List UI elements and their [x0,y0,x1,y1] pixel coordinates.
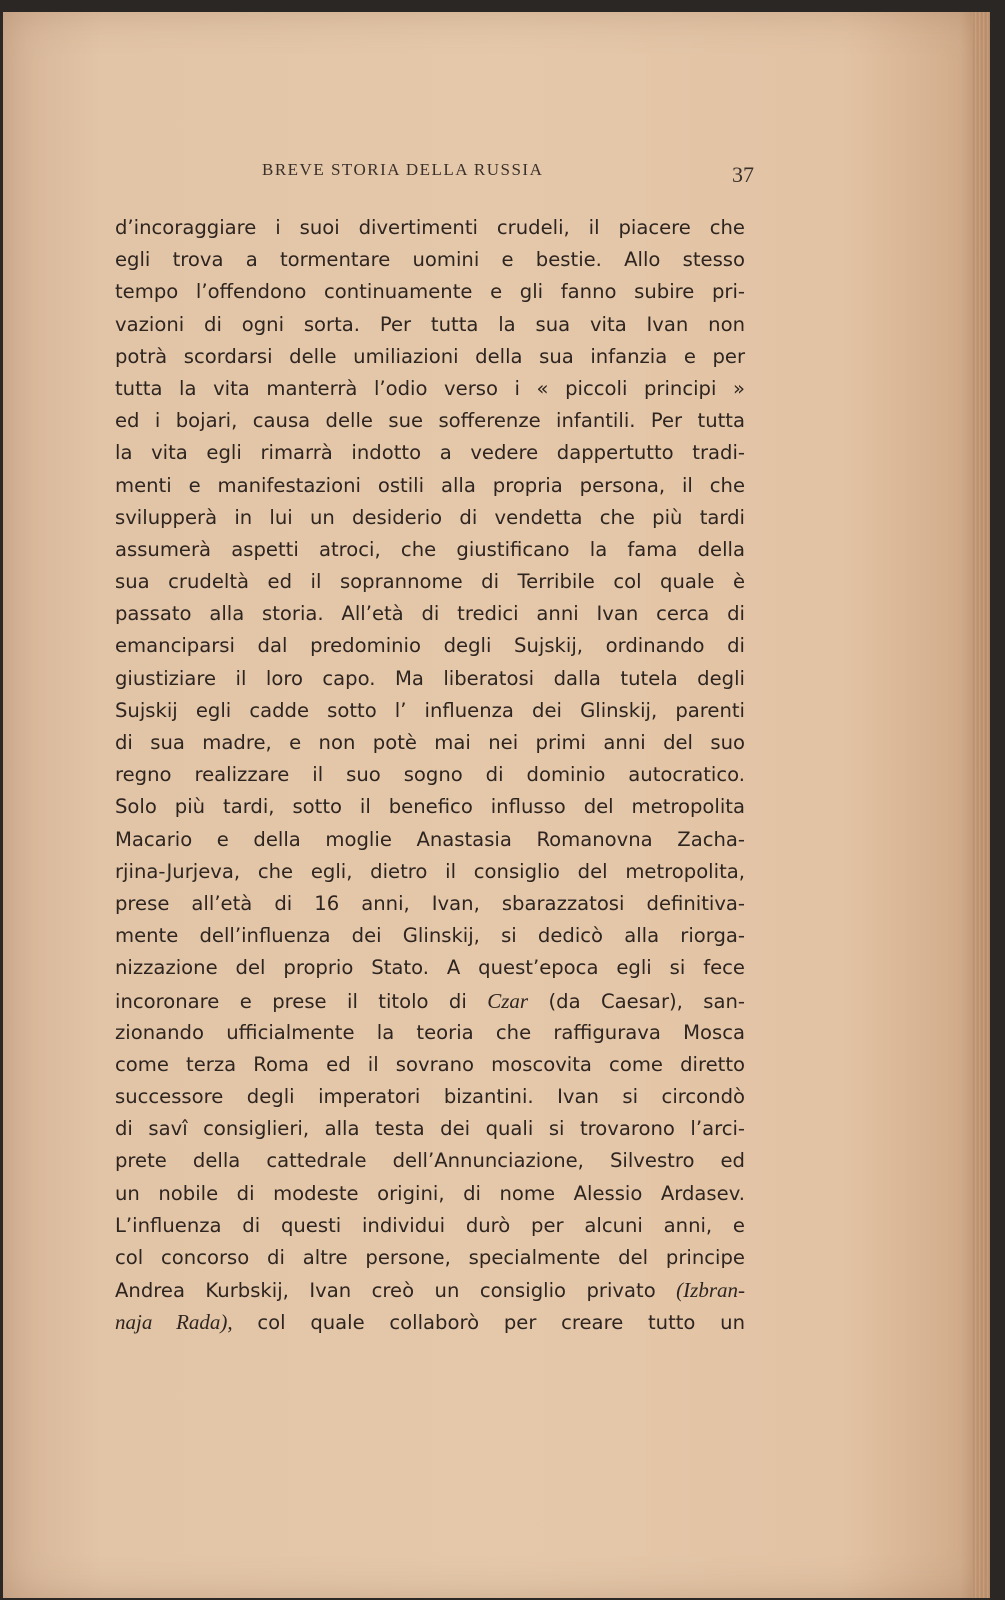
text-line: ed i bojari, causa delle sue sofferenze infantili. Per tutta [115,409,745,433]
text-line: tempo l’offendono continuamente e gli fanno subire pri- [115,280,745,304]
text-line: prese all’età di 16 anni, Ivan, sbarazzatosi definitiva- [115,891,745,915]
text-line: menti e manifestazioni ostili alla propria persona, il che [115,473,745,497]
text-line: assumerà aspetti atroci, che giustificano la fama della [115,537,745,561]
italic-term: naja Rada), [115,1310,233,1335]
text-line-izbrannaja-b [115,1306,745,1338]
text-line-izbrannaja-a [115,1274,745,1306]
text-line: nizzazione del proprio Stato. A quest’epoca egli si fece [115,956,745,980]
text-line: successore degli imperatori bizantini. Ivan si circondò [115,1085,745,1109]
italic-term: (Izbran- [676,1278,745,1303]
italic-term: Czar [487,988,529,1013]
text-line: egli trova a tormentare uomini e bestie. Allo stesso [115,248,745,272]
text-line: prete della cattedrale dell’Annunciazione, Silvestro ed [115,1149,745,1173]
text-line: come terza Roma ed il sovrano moscovita come diretto [115,1052,745,1076]
text-line: svilupperà in lui un desiderio di vendetta che più tardi [115,505,745,529]
text-line: potrà scordarsi delle umiliazioni della sua infanzia e per [115,344,745,368]
text-line: Macario e della moglie Anastasia Romanovna Zacha- [115,827,745,851]
body-text [115,212,745,1339]
text-line: Solo più tardi, sotto il benefico influsso del metropolita [115,795,745,819]
text-segment: Andrea Kurbskij, Ivan creò un consiglio privato [115,1279,656,1303]
page-edge [972,12,990,1598]
text-line: L’influenza di questi individui durò per alcuni anni, e [115,1213,745,1237]
text-line: tutta la vita manterrà l’odio verso i « piccoli principi » [115,376,745,400]
text-line: un nobile di modeste origini, di nome Alessio Ardasev. [115,1181,745,1205]
text-line: la vita egli rimarrà indotto a vedere dappertutto tradi- [115,441,745,465]
running-title: BREVE STORIA DELLA RUSSIA [262,160,544,179]
text-line: di sua madre, e non potè mai nei primi anni del suo [115,731,745,754]
text-line: zionando ufficialmente la teoria che raffigurava Mosca [115,1020,745,1044]
text-line: passato alla storia. All’età di tredici anni Ivan cerca di [115,602,745,626]
text-line: sua crudeltà ed il soprannome di Terribile col quale è [115,570,745,594]
text-line: mente dell’influenza dei Glinskij, si dedicò alla riorga- [115,924,745,948]
text-line: giustiziare il loro capo. Ma liberatosi dalla tutela degli [115,666,745,690]
text-line: rjina-Jurjeva, che egli, dietro il consiglio del metropolita, [115,859,745,883]
text-line: regno realizzare il suo sogno di dominio autocratico. [115,763,745,787]
text-segment: col quale collaborò per creare tutto un [232,1311,745,1335]
text-line: Sujskij egli cadde sotto l’ influenza dei Glinskij, parenti [115,698,745,722]
text-line: d’incoraggiare i suoi divertimenti crudeli, il piacere che [115,216,745,239]
text-segment: incoronare e prese il titolo di [115,989,488,1013]
text-segment: (da Caesar), san- [528,989,745,1013]
text-line: col concorso di altre persone, specialmente del principe [115,1246,745,1269]
text-line: emanciparsi dal predominio degli Sujskij, ordinando di [115,634,745,658]
page-number: 37 [732,162,754,187]
text-line: di savî consiglieri, alla testa dei quali si trovarono l’arci- [115,1117,745,1141]
text-line-czar [115,985,745,1017]
text-line: vazioni di ogni sorta. Per tutta la sua vita Ivan non [115,312,745,336]
